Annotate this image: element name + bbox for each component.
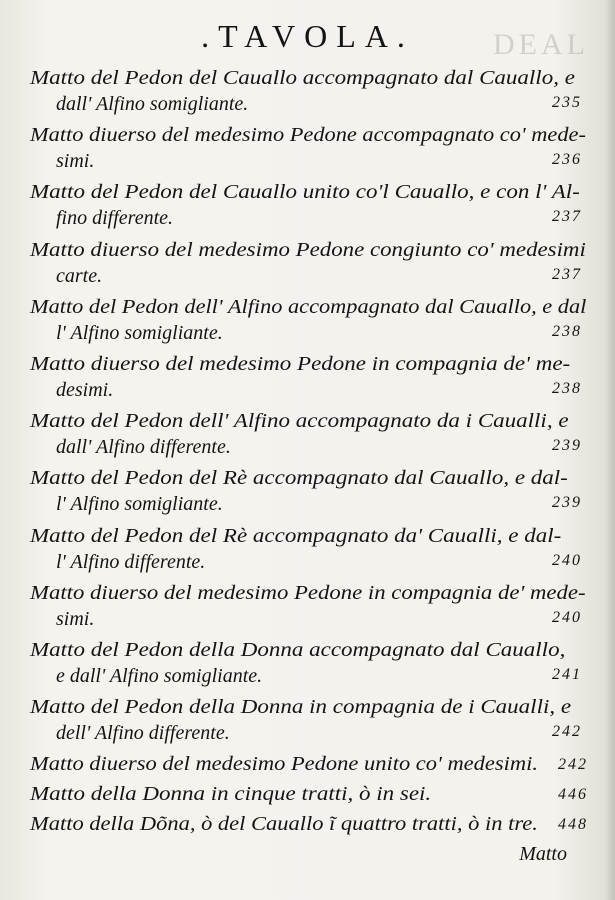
index-entry bbox=[30, 812, 590, 842]
entry-text-line1: Matto del Pedon del Rè accompagnato da' Caualli, e dal- bbox=[30, 524, 562, 547]
entry-page-number: 242 bbox=[552, 723, 582, 741]
entry-text: Matto diuerso del medesimo Pedone unito co' medesimi. bbox=[30, 753, 538, 776]
index-entry bbox=[30, 238, 590, 295]
entry-page-number: 237 bbox=[552, 265, 582, 283]
index-entry bbox=[30, 581, 590, 638]
entry-text-line2: dall' Alfino differente. bbox=[56, 436, 231, 459]
index-entry bbox=[30, 695, 590, 752]
index-entry bbox=[30, 409, 590, 466]
entry-page-number: 239 bbox=[552, 494, 582, 512]
entry-page-number: 241 bbox=[552, 665, 582, 683]
entry-text-line2: l' Alfino somigliante. bbox=[56, 321, 223, 344]
index-entry bbox=[30, 352, 590, 409]
page-header bbox=[0, 18, 615, 55]
entry-page-number: 242 bbox=[558, 756, 588, 774]
entry-page-number: 448 bbox=[558, 816, 588, 834]
entry-text-line1: Matto del Pedon del Cauallo accompagnato dal Cauallo, e bbox=[30, 67, 575, 89]
entry-page-number: 239 bbox=[552, 437, 582, 455]
entry-page-number: 446 bbox=[558, 786, 588, 804]
entry-page-number: 238 bbox=[552, 379, 582, 397]
index-entry bbox=[30, 524, 590, 581]
entry-text-line1: Matto del Pedon dell' Alfino accompagnato dal Cauallo, e dal bbox=[30, 295, 587, 318]
entry-text-line2: l' Alfino differente. bbox=[56, 550, 206, 573]
entry-text-line2: e dall' Alfino somigliante. bbox=[56, 664, 263, 687]
entry-text-line2: simi. bbox=[56, 607, 95, 630]
catchword: Matto bbox=[519, 843, 567, 865]
index-entry bbox=[30, 638, 590, 695]
entry-page-number: 235 bbox=[552, 94, 582, 111]
entry-text-line1: Matto del Pedon della Donna in compagnia de i Caualli, e bbox=[30, 696, 572, 719]
index-entry bbox=[30, 295, 590, 352]
entry-text-line1: Matto diuerso del medesimo Pedone in compagnia de' me- bbox=[30, 352, 571, 375]
entry-text-line2: carte. bbox=[56, 264, 103, 287]
entry-text: Matto della Donna in cinque tratti, ò in sei. bbox=[30, 783, 432, 806]
index-entry bbox=[30, 466, 590, 523]
page-title: .TAVOLA. bbox=[201, 18, 414, 54]
page-gutter-shadow bbox=[605, 0, 615, 900]
entry-text-line1: Matto diuerso del medesimo Pedone congiunto co' medesimi bbox=[30, 238, 586, 261]
entry-page-number: 236 bbox=[552, 151, 582, 169]
entry-page-number: 240 bbox=[552, 551, 582, 569]
entry-text-line2: fino differente. bbox=[56, 207, 174, 230]
entry-page-number: 240 bbox=[552, 608, 582, 626]
entry-text-line2: simi. bbox=[56, 150, 95, 173]
index-entry bbox=[30, 180, 590, 237]
entry-text-line1: Matto del Pedon dell' Alfino accompagnato da i Caualli, e bbox=[30, 410, 569, 433]
entry-text-line1: Matto diuerso del medesimo Pedone in compagnia de' mede- bbox=[30, 581, 586, 604]
index-entry bbox=[30, 752, 590, 782]
index-entries bbox=[30, 66, 590, 842]
entry-text-line2: dell' Alfino differente. bbox=[56, 722, 230, 745]
entry-text-line1: Matto del Pedon del Rè accompagnato dal Cauallo, e dal- bbox=[30, 467, 568, 490]
entry-text-line2: dall' Alfino somigliante. bbox=[56, 93, 249, 115]
index-entry bbox=[30, 66, 590, 123]
bleed-through-text: DEAL bbox=[493, 28, 589, 61]
entry-text: Matto della Dõna, ò del Cauallo ĩ quattro tratti, ò in tre. bbox=[30, 813, 538, 836]
entry-page-number: 237 bbox=[552, 208, 582, 226]
entry-text-line1: Matto del Pedon del Cauallo unito co'l Cauallo, e con l' Al- bbox=[30, 181, 580, 204]
entry-text-line2: l' Alfino somigliante. bbox=[56, 493, 223, 516]
entry-text-line2: desimi. bbox=[56, 378, 114, 401]
index-entry bbox=[30, 123, 590, 180]
entry-text-line1: Matto diuerso del medesimo Pedone accompagnato co' mede- bbox=[30, 124, 586, 147]
index-entry bbox=[30, 782, 590, 812]
entry-text-line1: Matto del Pedon della Donna accompagnato dal Cauallo, bbox=[30, 638, 566, 661]
entry-page-number: 238 bbox=[552, 322, 582, 340]
